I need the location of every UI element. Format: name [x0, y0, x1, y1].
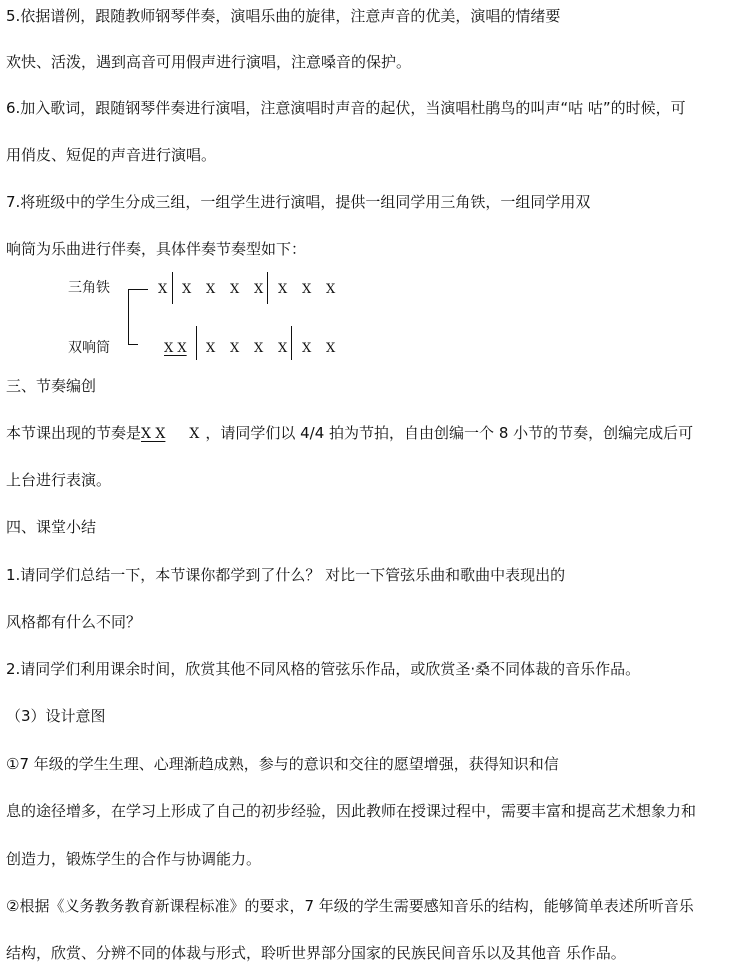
paragraph-6-line-2: 用俏皮、短促的声音进行演唱。 — [6, 146, 217, 164]
section-3-line-1-suffix: ，请同学们以 4/4 拍为节拍，自由创编一个 8 小节的节奏，创编完成后可 — [205, 424, 694, 442]
paragraph-5-line-2: 欢快、活泼，遇到高音可用假声进行演唱，注意嗓音的保护。 — [6, 53, 412, 71]
triangle-note: X — [326, 282, 336, 297]
section-3-heading: 三、节奏编创 — [6, 377, 97, 395]
rhythm-pair: X X — [141, 426, 166, 442]
barline — [172, 272, 173, 304]
design-point-1-line-2: 息的途径增多，在学习上形成了自己的初步经验，因此教师在授课过程中，需要丰富和提高艺术想象力和 — [6, 802, 697, 820]
woodblock-note: X — [278, 341, 288, 356]
triangle-note: X — [254, 282, 264, 297]
paragraph-6-line-1: 6.加入歌词，跟随钢琴伴奏进行演唱，注意演唱时声音的起伏，当演唱杜鹃鸟的叫声“咕 咕”的时候，可 — [6, 99, 686, 117]
triangle-note: X — [182, 282, 192, 297]
design-point-1-line-1: ①7 年级的学生生理、心理渐趋成熟，参与的意识和交往的愿望增强，获得知识和信 — [6, 755, 559, 773]
triangle-label: 三角铁 — [68, 280, 110, 296]
triangle-note: X — [206, 282, 216, 297]
design-intent-heading: （3）设计意图 — [6, 707, 106, 725]
woodblock-note: X — [254, 341, 264, 356]
summary-question-1-line-1: 1.请同学们总结一下，本节课你都学到了什么？ 对比一下管弦乐曲和歌曲中表现出的 — [6, 566, 566, 584]
woodblock-note: X — [206, 341, 216, 356]
triangle-note: X — [302, 282, 312, 297]
section-4-heading: 四、课堂小结 — [6, 518, 97, 536]
triangle-note: X — [278, 282, 288, 297]
paragraph-5-line-1: 5.依据谱例，跟随教师钢琴伴奏，演唱乐曲的旋律，注意声音的优美，演唱的情绪要 — [6, 7, 561, 25]
design-point-2-line-2: 结构，欣赏、分辨不同的体裁与形式，聆听世界部分国家的民族民间音乐以及其他音 乐作品。 — [6, 944, 626, 962]
section-3-line-1 — [6, 423, 693, 444]
paragraph-7-line-2: 响筒为乐曲进行伴奏，具体伴奏节奏型如下： — [6, 240, 307, 258]
woodblock-note: X — [230, 341, 240, 356]
design-point-1-line-3: 创造力，锻炼学生的合作与协调能力。 — [6, 850, 262, 868]
design-point-2-line-1: ②根据《义务教务教育新课程标准》的要求，7 年级的学生需要感知音乐的结构，能够简单表述所听音乐 — [6, 897, 694, 915]
summary-question-2: 2.请同学们利用课余时间，欣赏其他不同风格的管弦乐作品，或欣赏圣·桑不同体裁的音乐作品。 — [6, 660, 641, 678]
rhythm-single: X — [189, 426, 200, 442]
summary-question-1-line-2: 风格都有什么不同？ — [6, 613, 142, 631]
barline — [291, 326, 292, 360]
section-3-line-2: 上台进行表演。 — [6, 471, 112, 489]
barline — [196, 326, 197, 360]
woodblock-eighth-pair: X X — [164, 341, 187, 356]
bracket-top — [128, 289, 148, 290]
section-3-line-1-prefix: 本节课出现的节奏是 — [6, 424, 142, 442]
paragraph-7-line-1: 7.将班级中的学生分成三组，一组学生进行演唱，提供一组同学用三角铁，一组同学用双 — [6, 193, 591, 211]
bracket-vertical — [128, 289, 129, 344]
bracket-bottom — [128, 344, 138, 345]
woodblock-note: X — [302, 341, 312, 356]
triangle-note: X — [158, 282, 168, 297]
triangle-note: X — [230, 282, 240, 297]
woodblock-note: X — [326, 341, 336, 356]
woodblock-label: 双响筒 — [68, 340, 110, 356]
barline — [267, 272, 268, 304]
